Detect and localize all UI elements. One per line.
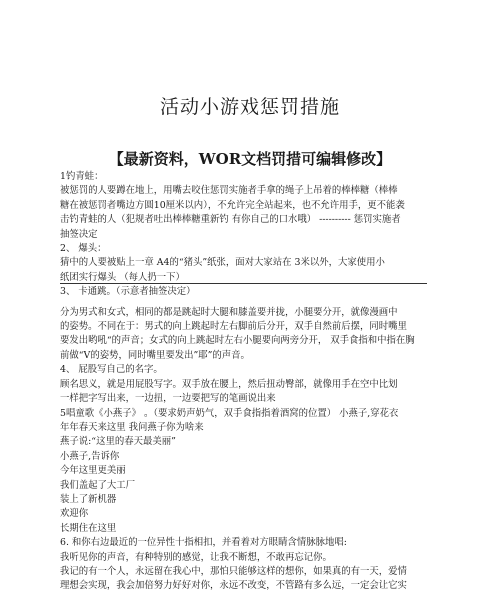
body-line: 欢迎你: [60, 508, 89, 520]
body-line: 6. 和你右边最近的一位异性十指相扣，并看着对方眼睛含情脉脉地唱:: [60, 537, 347, 549]
body-line: 4、 屁股写自己的名字。: [60, 364, 163, 376]
body-line: 2、 爆头：: [60, 243, 107, 255]
body-line: 猜中的人要被贴上一章 A4的“猪头”纸张，面对大家站在 3米以外，大家使用小: [60, 257, 385, 269]
body-line: 被惩罚的人要蹲在地上，用嘴去咬住惩罚实施者手拿的绳子上吊着的棒棒糖（棒棒: [60, 185, 398, 197]
document-title: 活动小游戏惩罚措施: [159, 96, 340, 118]
body-line: 1钓青蛙：: [60, 171, 104, 182]
body-line: 我们盖起了大工厂: [60, 479, 136, 491]
body-line: 我记的有一个人，永远留在我心中，那怕只能够这样的想你，如果真的有一天，爱情: [60, 565, 407, 577]
body-line: 我听见你的声音，有种特别的感觉，让我不断想，不敢再忘记你。: [60, 551, 332, 563]
body-line: 糖在被惩罚者嘴边方圆10厘米以内），不允许完全站起来，也不允许用手，更不能袭: [60, 199, 405, 211]
body-line: 顾名思义，就是用屁股写字。双手放在腰上，然后扭动臀部，就像用手在空中比划: [60, 378, 398, 390]
body-line: 5唱童歌《小燕子》 。（要求奶声奶气，双手食指指着酒窝的位置） 小燕子,穿花衣: [60, 407, 399, 419]
body-line: 燕子说:“这里的春天最美丽”: [60, 436, 176, 448]
body-line: 理想会实现，我会加倍努力好好对你，永远不改变，不管路有多么远，一定会让它实: [60, 580, 407, 592]
body-line: 前做“V的姿势，同时嘴里要发出”耶”的声音。: [60, 349, 250, 361]
body-line: 击钓青蛙的人（犯规者吐出棒棒糖重新钓 有你自己的口水哦） ---------- 惩罚实施者: [60, 214, 401, 226]
body-line: 的姿势。不同在于：男式的向上跳起时左右脚前后分开，双手自然前后摆，同时嘴里: [60, 321, 407, 333]
body-line: 装上了新机器: [60, 493, 117, 505]
body-line: 年年春天来这里 我问燕子你为啥来: [60, 421, 204, 433]
body-line: 3、 卡通跳。（示意者抽签决定）: [60, 286, 196, 298]
body-line: 分为男式和女式，相同的都是跳起时大腿和膝盖要并拢，小腿要分开，就像漫画中: [60, 306, 398, 318]
body-line: 抽签决定: [60, 228, 98, 240]
body-line: 长期住在这里: [60, 522, 117, 534]
document-body: [60, 170, 430, 594]
body-line: 今年这里更美丽: [60, 465, 126, 477]
document-subtitle: 【最新资料，WOR文档罚措可编辑修改】: [108, 150, 392, 168]
body-line: 纸团实行爆头 （每人扔一下）: [60, 271, 185, 283]
body-line: 一样把字写出来，一边扭，一边要把写的笔画说出来: [60, 393, 276, 405]
body-line: 要发出哟吼“的声音；女式的向上跳起时左右小腿要向两旁分开， 双手食指和中指在胸: [60, 335, 415, 347]
body-line: 小燕子,告诉你: [60, 450, 120, 462]
